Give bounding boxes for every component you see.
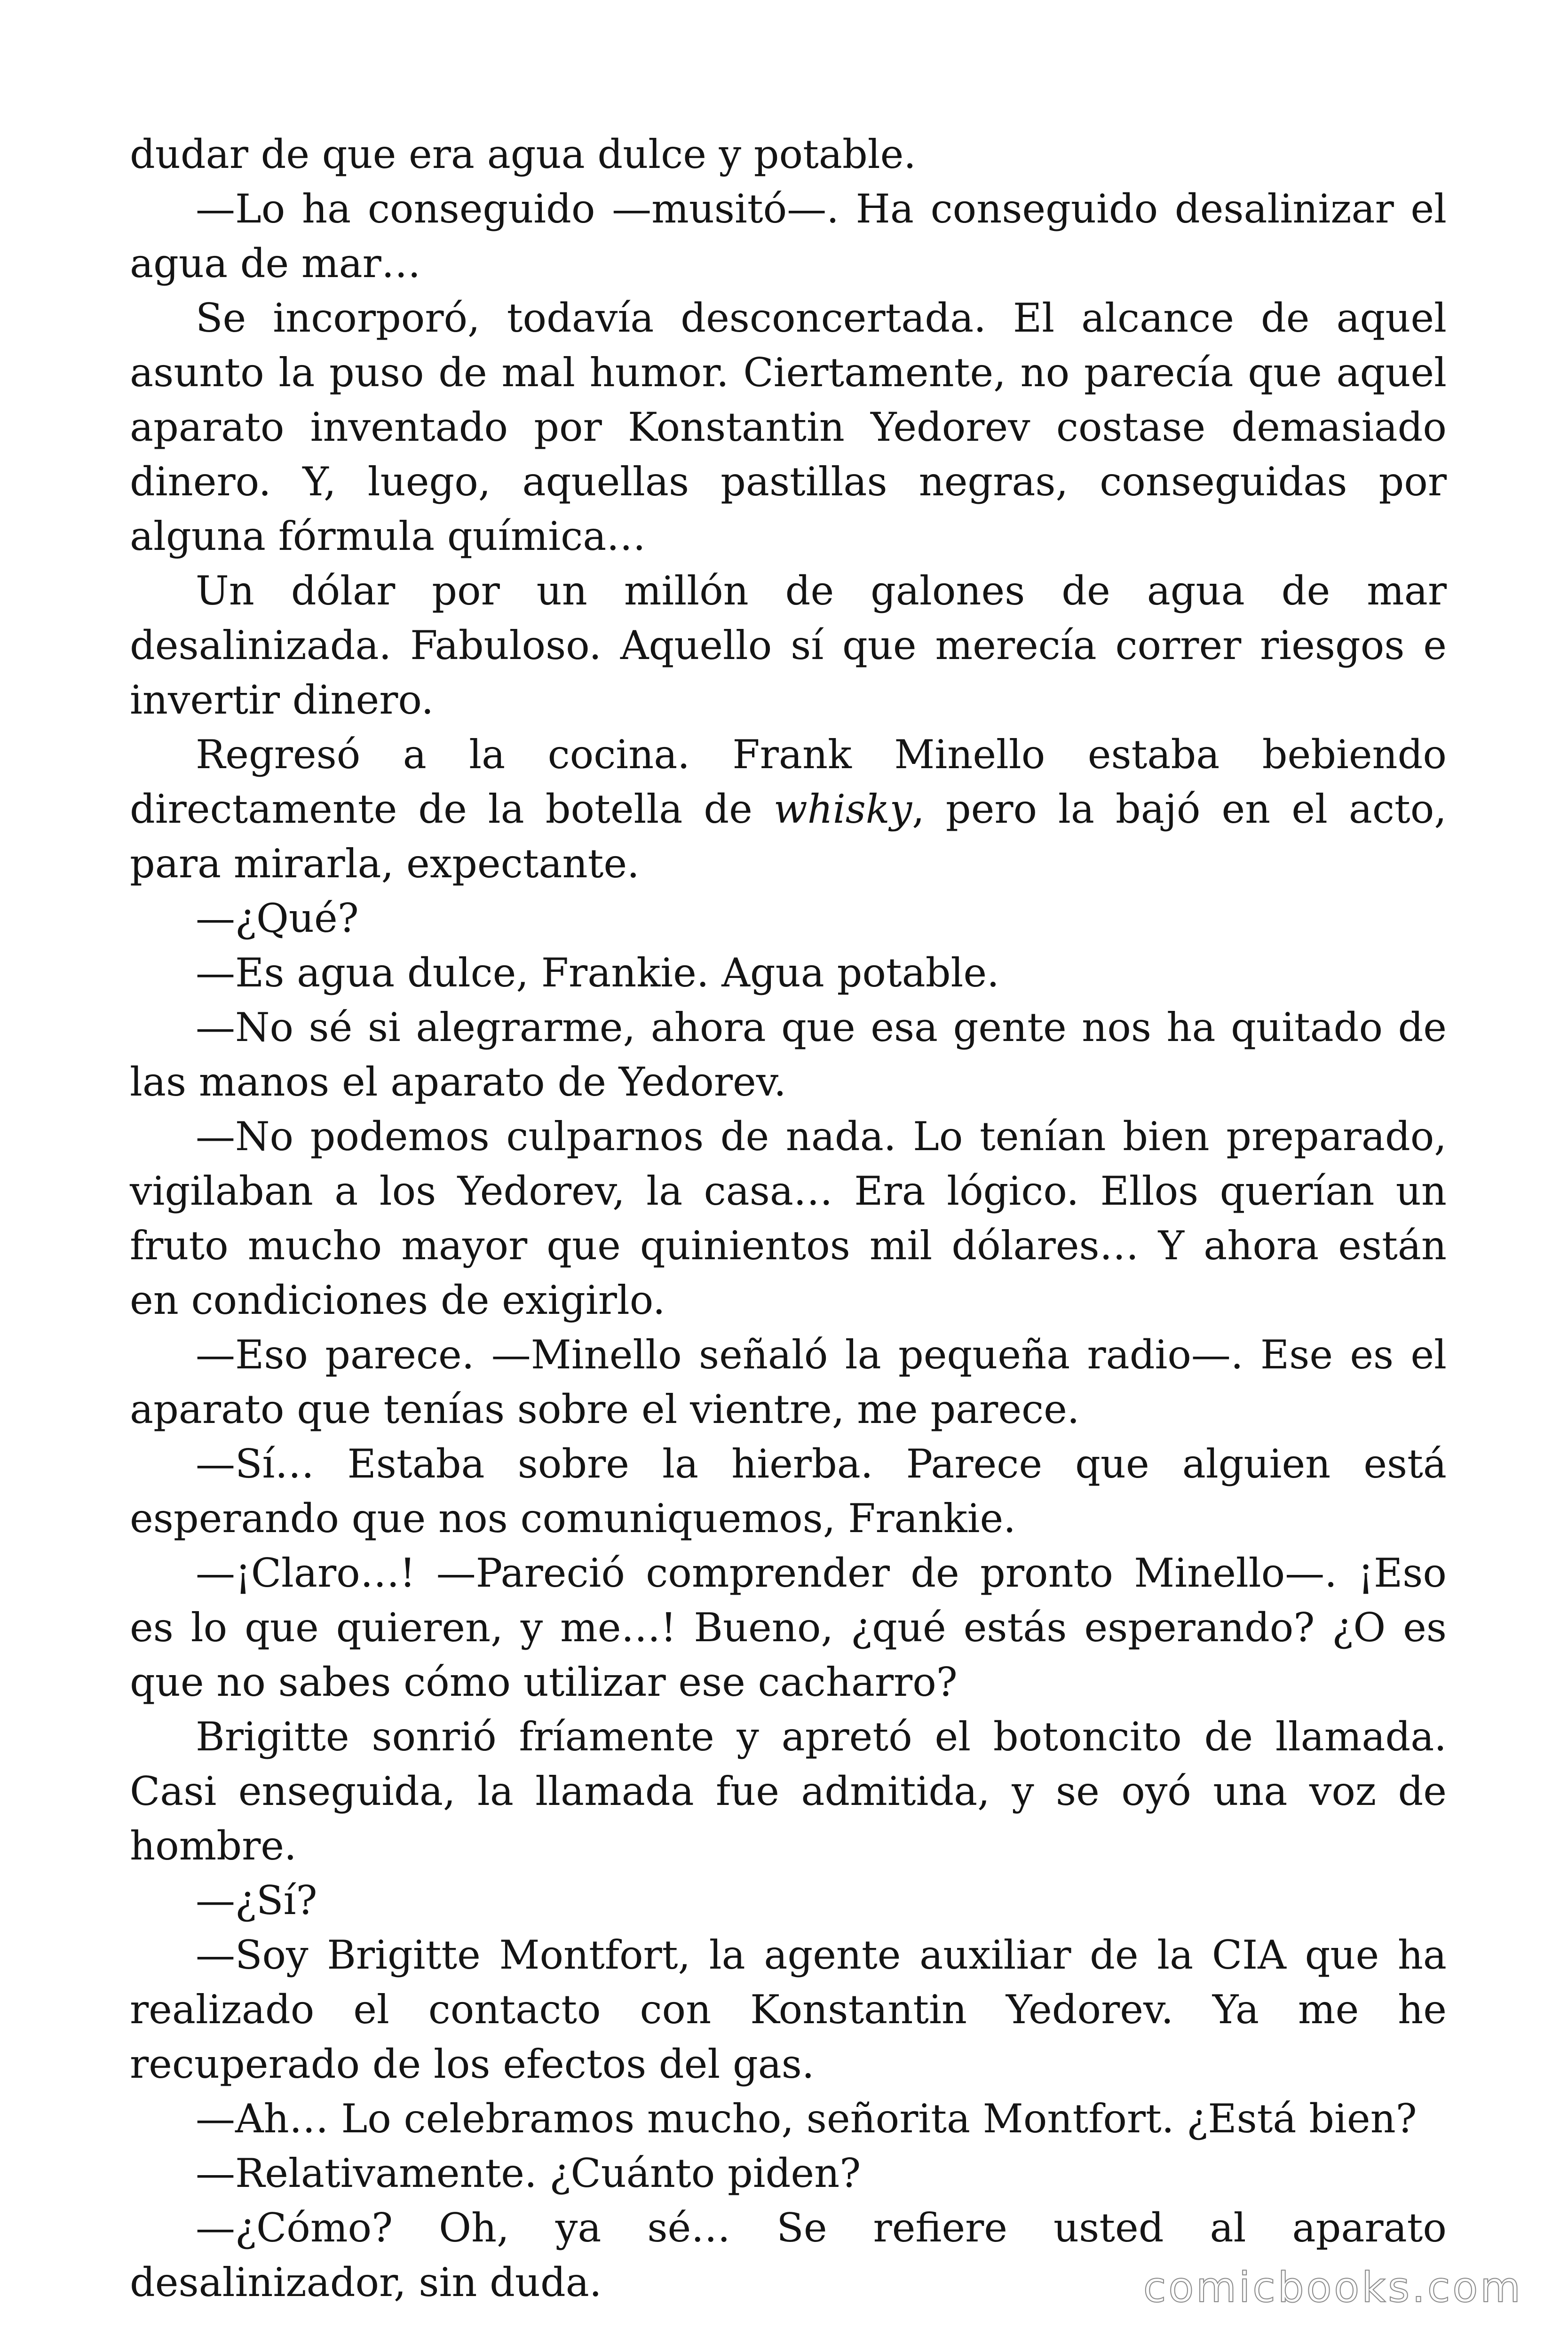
paragraph-5-start: Regresó a la cocina. Frank Minello estaba bebiendo directamente de la botella de	[130, 731, 1447, 832]
paragraph-5	[130, 727, 1447, 891]
paragraph-10: —Eso parece. —Minello señaló la pequeña radio—. Ese es el aparato que tenías sobre el vientre, me parece.	[130, 1332, 1447, 1432]
paragraph-17: —Relativamente. ¿Cuánto piden?	[196, 2150, 861, 2196]
paragraph-13: Brigitte sonrió fríamente y apretó el botoncito de llamada. Casi enseguida, la llamada fue admitida, y se oyó una voz de hombre.	[130, 1714, 1447, 1869]
paragraph-11: —Sí… Estaba sobre la hierba. Parece que alguien está esperando que nos comuniquemos, Frankie.	[130, 1441, 1447, 1542]
paragraph-7: —Es agua dulce, Frankie. Agua potable.	[196, 950, 999, 996]
paragraph-9: —No podemos culparnos de nada. Lo tenían bien preparado, vigilaban a los Yedorev, la casa… Era lógico. Ellos querían un fruto mucho mayor que quinientos mil dólares… Y ahora están en condiciones de exigirlo.	[130, 1113, 1447, 1323]
book-page	[130, 127, 1447, 2310]
paragraph-8: —No sé si alegrarme, ahora que esa gente nos ha quitado de las manos el aparato de Yedorev.	[130, 1004, 1447, 1105]
paragraph-1: dudar de que era agua dulce y potable.	[130, 131, 917, 177]
italic-word-whisky: whisky	[773, 786, 912, 832]
paragraph-3: Se incorporó, todavía desconcertada. El alcance de aquel asunto la puso de mal humor. Ciertamente, no parecía que aquel aparato inventado por Konstantin Yedorev costase demasiado dinero. Y, luego, aquellas pastillas negras, conseguidas por alguna fórmula química…	[130, 295, 1447, 559]
paragraph-4: Un dólar por un millón de galones de agua de mar desalinizada. Fabuloso. Aquello sí que merecía correr riesgos e invertir dinero.	[130, 568, 1447, 723]
paragraph-5-end: , pero la bajó en el acto, para mirarla, expectante.	[130, 786, 1447, 887]
paragraph-18: —¿Cómo? Oh, ya sé… Se refiere usted al aparato desalinizador, sin duda.	[130, 2205, 1447, 2305]
paragraph-2: —Lo ha conseguido —musitó—. Ha conseguido desalinizar el agua de mar…	[130, 186, 1447, 286]
paragraph-16: —Ah… Lo celebramos mucho, señorita Montfort. ¿Está bien?	[196, 2096, 1417, 2142]
site-watermark: comicbooks.com	[1143, 2263, 1523, 2312]
paragraph-15: —Soy Brigitte Montfort, la agente auxiliar de la CIA que ha realizado el contacto con Konstantin Yedorev. Ya me he recuperado de los efectos del gas.	[130, 1932, 1447, 2087]
paragraph-12: —¡Claro…! —Pareció comprender de pronto Minello—. ¡Eso es lo que quieren, y me…! Bueno, ¿qué estás esperando? ¿O es que no sabes cómo utilizar ese cacharro?	[130, 1550, 1447, 1705]
paragraph-6: —¿Qué?	[196, 895, 359, 941]
paragraph-14: —¿Sí?	[196, 1877, 317, 1923]
